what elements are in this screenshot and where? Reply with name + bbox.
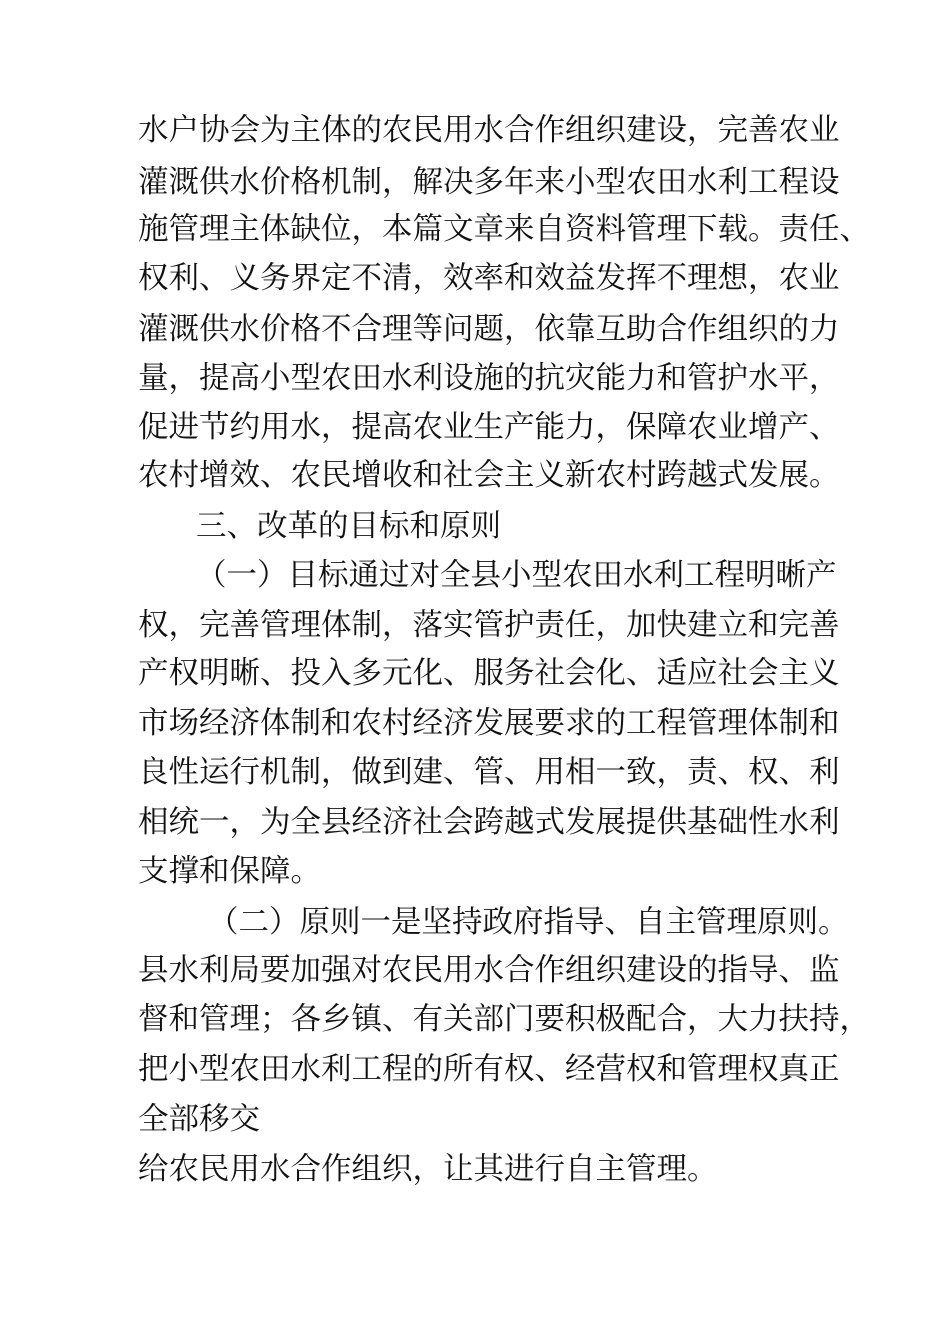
section-heading: 三、改革的目标和原则: [196, 509, 501, 544]
body-text-line: 良性运行机制，做到建、管、用相一致，责、权、利: [138, 755, 840, 790]
body-text-line: 督和管理；各乡镇、有关部门要积极配合，大力扶持，: [138, 1002, 870, 1037]
body-text-line: 把小型农田水利工程的所有权、经营权和管理权真正: [138, 1052, 840, 1087]
subsection-heading-line: （一）目标通过对全县小型农田水利工程明晰产: [196, 558, 837, 593]
body-text-line: 施管理主体缺位，本篇文章来自资料管理下载。责任、: [138, 212, 870, 247]
body-text-line: 支撑和保障。: [138, 854, 321, 889]
body-text-line: 促进节约用水，提高农业生产能力，保障农业增产、: [138, 410, 840, 445]
body-text-line: 县水利局要加强对农民用水合作组织建设的指导、监: [138, 953, 840, 988]
body-text-line: 灌溉供水价格机制，解决多年来小型农田水利工程设: [138, 165, 840, 200]
body-text-line: 全部移交: [138, 1102, 260, 1137]
body-text-line: 相统一，为全县经济社会跨越式发展提供基础性水利: [138, 805, 840, 840]
body-text-line: 权，完善管理体制，落实管护责任，加快建立和完善: [138, 608, 840, 643]
body-text-line: 水户协会为主体的农民用水合作组织建设，完善农业: [138, 113, 840, 148]
body-text-line: 给农民用水合作组织，让其进行自主管理。: [138, 1152, 718, 1187]
body-text-line: 农村增效、农民增收和社会主义新农村跨越式发展。: [138, 458, 840, 493]
body-text-line: 市场经济体制和农村经济发展要求的工程管理体制和: [138, 706, 840, 741]
body-text-line: 灌溉供水价格不合理等问题，依靠互助合作组织的力: [138, 312, 840, 347]
body-text-line: 权利、义务界定不清，效率和效益发挥不理想，农业: [138, 261, 840, 296]
subsection-heading-line: （二）原则一是坚持政府指导、自主管理原则。: [208, 905, 849, 940]
body-text-line: 量，提高小型农田水利设施的抗灾能力和管护水平，: [138, 361, 840, 396]
body-text-line: 产权明晰、投入多元化、服务社会化、适应社会主义: [138, 656, 840, 691]
